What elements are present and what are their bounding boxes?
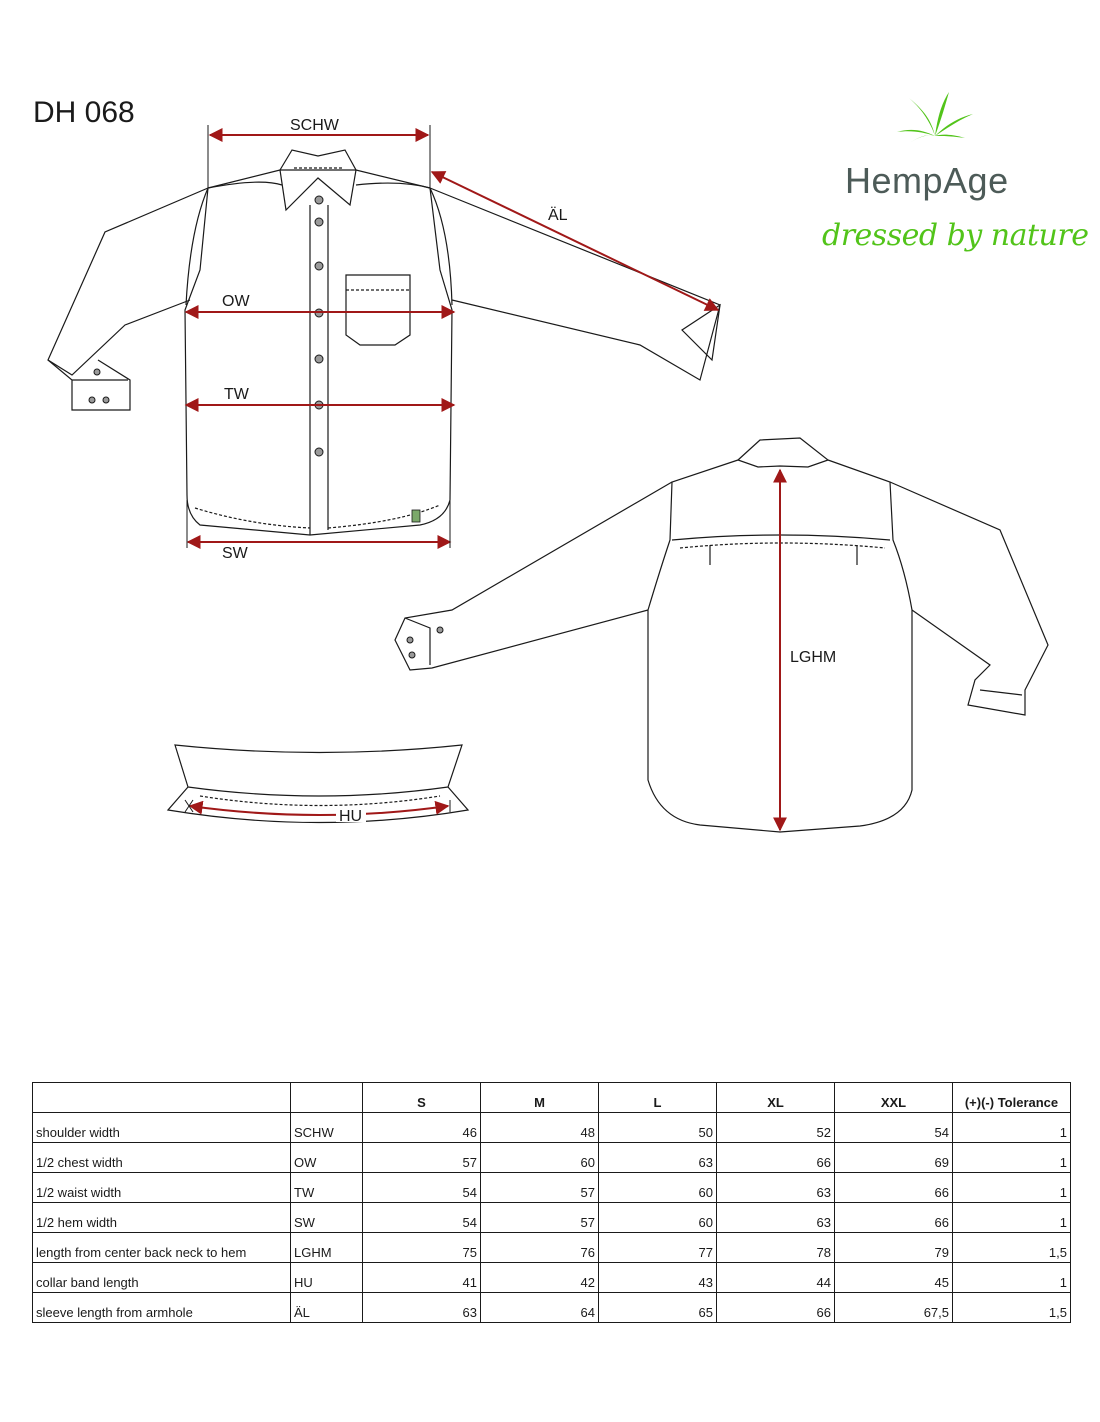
row-label: 1/2 waist width [33, 1173, 291, 1203]
cell-value: 42 [481, 1263, 599, 1293]
cell-value: 60 [599, 1203, 717, 1233]
cell-value: 50 [599, 1113, 717, 1143]
header-size-s: S [363, 1083, 481, 1113]
cell-value: 63 [599, 1143, 717, 1173]
label-lghm: LGHM [790, 649, 837, 666]
cell-value: 65 [599, 1293, 717, 1323]
cell-tolerance: 1 [953, 1263, 1071, 1293]
cell-value: 45 [835, 1263, 953, 1293]
cell-tolerance: 1 [953, 1203, 1071, 1233]
cell-tolerance: 1 [953, 1113, 1071, 1143]
cell-value: 60 [599, 1173, 717, 1203]
header-size-l: L [599, 1083, 717, 1113]
cell-value: 52 [717, 1113, 835, 1143]
cell-value: 66 [717, 1293, 835, 1323]
cell-value: 63 [717, 1203, 835, 1233]
table-row [33, 1143, 1071, 1173]
back-view-sketch [395, 438, 1048, 832]
row-label: length from center back neck to hem [33, 1233, 291, 1263]
cell-value: 75 [363, 1233, 481, 1263]
header-cell [291, 1083, 363, 1113]
cell-value: 64 [481, 1293, 599, 1323]
table-row [33, 1263, 1071, 1293]
label-hu: HU [339, 808, 363, 825]
hem-label-tag [412, 510, 420, 522]
size-chart-table [32, 1082, 1071, 1323]
table-header-row [33, 1083, 1071, 1113]
cell-value: 76 [481, 1233, 599, 1263]
table-row [33, 1173, 1071, 1203]
cell-value: 43 [599, 1263, 717, 1293]
front-view-sketch [48, 150, 720, 535]
cell-tolerance: 1,5 [953, 1233, 1071, 1263]
cell-value: 46 [363, 1113, 481, 1143]
cell-value: 57 [481, 1203, 599, 1233]
cell-value: 54 [363, 1173, 481, 1203]
cell-value: 63 [363, 1293, 481, 1323]
cell-value: 54 [363, 1203, 481, 1233]
label-al: ÄL [548, 207, 568, 224]
row-label: 1/2 chest width [33, 1143, 291, 1173]
collar-band-sketch [168, 745, 468, 823]
label-ow: OW [222, 293, 250, 310]
label-sw: SW [222, 545, 248, 562]
table-row [33, 1233, 1071, 1263]
brand-name: HempAge [845, 160, 1009, 201]
cell-tolerance: 1 [953, 1173, 1071, 1203]
cell-value: 66 [835, 1173, 953, 1203]
row-label: 1/2 hem width [33, 1203, 291, 1233]
cell-value: 66 [717, 1143, 835, 1173]
row-code: OW [291, 1143, 363, 1173]
cell-tolerance: 1,5 [953, 1293, 1071, 1323]
row-code: HU [291, 1263, 363, 1293]
model-number: DH 068 [33, 96, 135, 129]
row-code: SCHW [291, 1113, 363, 1143]
cell-value: 67,5 [835, 1293, 953, 1323]
row-code: SW [291, 1203, 363, 1233]
row-label: shoulder width [33, 1113, 291, 1143]
cell-value: 57 [481, 1173, 599, 1203]
header-tolerance: (+)(-) Tolerance [953, 1083, 1071, 1113]
cell-value: 44 [717, 1263, 835, 1293]
cell-value: 78 [717, 1233, 835, 1263]
cell-value: 63 [717, 1173, 835, 1203]
cell-value: 69 [835, 1143, 953, 1173]
header-cell [33, 1083, 291, 1113]
table-row [33, 1293, 1071, 1323]
header-size-m: M [481, 1083, 599, 1113]
cell-tolerance: 1 [953, 1143, 1071, 1173]
cell-value: 57 [363, 1143, 481, 1173]
cell-value: 77 [599, 1233, 717, 1263]
row-code: ÄL [291, 1293, 363, 1323]
row-label: collar band length [33, 1263, 291, 1293]
table-row [33, 1203, 1071, 1233]
cell-value: 54 [835, 1113, 953, 1143]
table-row [33, 1113, 1071, 1143]
header-size-xl: XL [717, 1083, 835, 1113]
cell-value: 66 [835, 1203, 953, 1233]
label-tw: TW [224, 386, 249, 403]
cell-value: 79 [835, 1233, 953, 1263]
row-code: LGHM [291, 1233, 363, 1263]
row-code: TW [291, 1173, 363, 1203]
label-schw: SCHW [290, 117, 339, 134]
brand-tagline: dressed by nature [822, 218, 1089, 253]
cell-value: 60 [481, 1143, 599, 1173]
cell-value: 41 [363, 1263, 481, 1293]
row-label: sleeve length from armhole [33, 1293, 291, 1323]
header-size-xxl: XXL [835, 1083, 953, 1113]
cell-value: 48 [481, 1113, 599, 1143]
